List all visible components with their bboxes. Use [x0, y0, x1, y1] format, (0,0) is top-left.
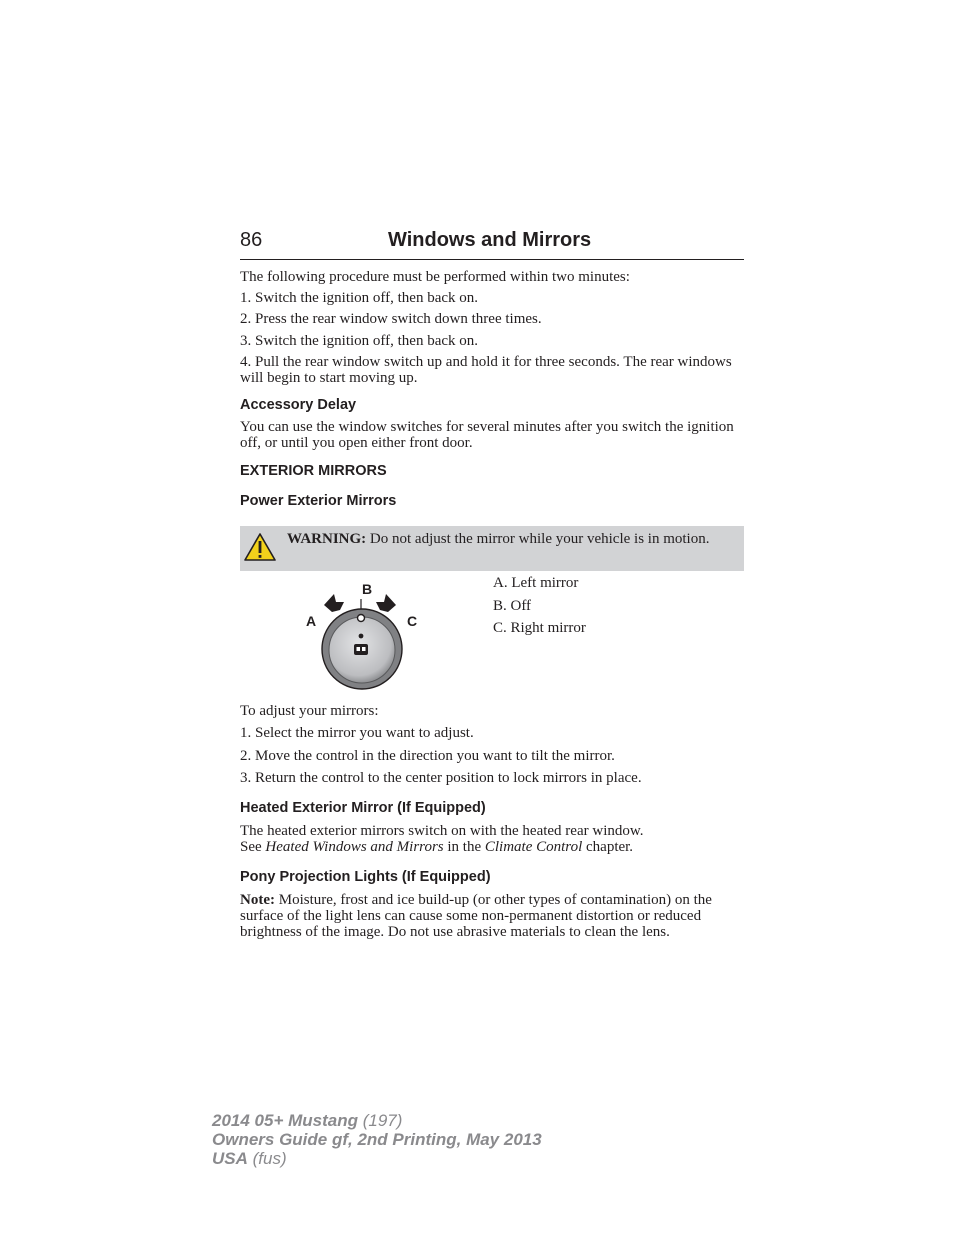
page-number: 86: [240, 229, 263, 251]
legend-item: C. Right mirror: [493, 620, 586, 636]
manual-page: [240, 229, 744, 940]
procedure-step: 4. Pull the rear window switch up and hold it for three seconds. The rear windows will begin to start moving up.: [240, 354, 732, 386]
power-exterior-mirrors-heading: Power Exterior Mirrors: [240, 493, 397, 509]
note-label: Note:: [240, 892, 275, 908]
warning-text: [287, 530, 737, 549]
adjust-step: 1. Select the mirror you want to adjust.: [240, 725, 474, 741]
mirror-control-knob-figure: [300, 577, 420, 695]
warning-triangle-icon: [244, 532, 276, 562]
accessory-delay-heading: Accessory Delay: [240, 397, 357, 413]
procedure-step: 2. Press the rear window switch down three times.: [240, 311, 542, 327]
right-arrow-icon: [376, 594, 396, 612]
adjust-step: 2. Move the control in the direction you want to tilt the mirror.: [240, 748, 615, 764]
pony-lights-heading: Pony Projection Lights (If Equipped): [240, 869, 491, 885]
adjust-step: 3. Return the control to the center position to lock mirrors in place.: [240, 770, 642, 786]
left-arrow-icon: [324, 594, 344, 612]
page-header: [240, 229, 744, 260]
warning-box: [240, 526, 744, 571]
mirror-symbol-icon: [354, 644, 368, 655]
pony-lights-note: Note: Moisture, frost and ice build-up (or other types of contamination) on the surface of the light lens can cause some non-permanent distortion or reduced brightness of the image. Do not use abrasive materials to clean the lens.: [240, 892, 712, 940]
legend-item: B. Off: [493, 597, 532, 614]
accessory-delay-text: You can use the window switches for several minutes after you switch the ignition off, or until you open either front door.: [240, 419, 734, 451]
figure-label-a: A: [306, 613, 317, 629]
warning-message: Do not adjust the mirror while your vehicle is in motion.: [369, 531, 710, 547]
figure-legend: [493, 575, 586, 643]
warning-label: WARNING:: [287, 531, 367, 547]
procedure-intro: The following procedure must be performed within two minutes:: [240, 269, 630, 285]
adjust-intro: To adjust your mirrors:: [240, 703, 379, 719]
heated-windows-reference: Heated Windows and Mirrors: [265, 839, 444, 855]
figure-label-c: C: [407, 613, 418, 629]
page-footer: 2014 05+ Mustang (197) Owners Guide gf, 2nd Printing, May 2013 USA (fus): [212, 1111, 542, 1168]
exterior-mirrors-heading: EXTERIOR MIRRORS: [240, 463, 387, 479]
procedure-step: 1. Switch the ignition off, then back on.: [240, 290, 479, 306]
legend-item: A. Left mirror: [493, 575, 579, 591]
heated-mirror-heading: Heated Exterior Mirror (If Equipped): [240, 800, 486, 816]
procedure-step: 3. Switch the ignition off, then back on.: [240, 333, 479, 349]
figure-label-b: B: [362, 581, 373, 597]
heated-mirror-text: The heated exterior mirrors switch on with the heated rear window. See Heated Windows and Mirrors in the Climate Control chapter.: [240, 823, 644, 855]
chapter-title: Windows and Mirrors: [388, 229, 592, 251]
climate-control-reference: Climate Control: [484, 839, 583, 855]
